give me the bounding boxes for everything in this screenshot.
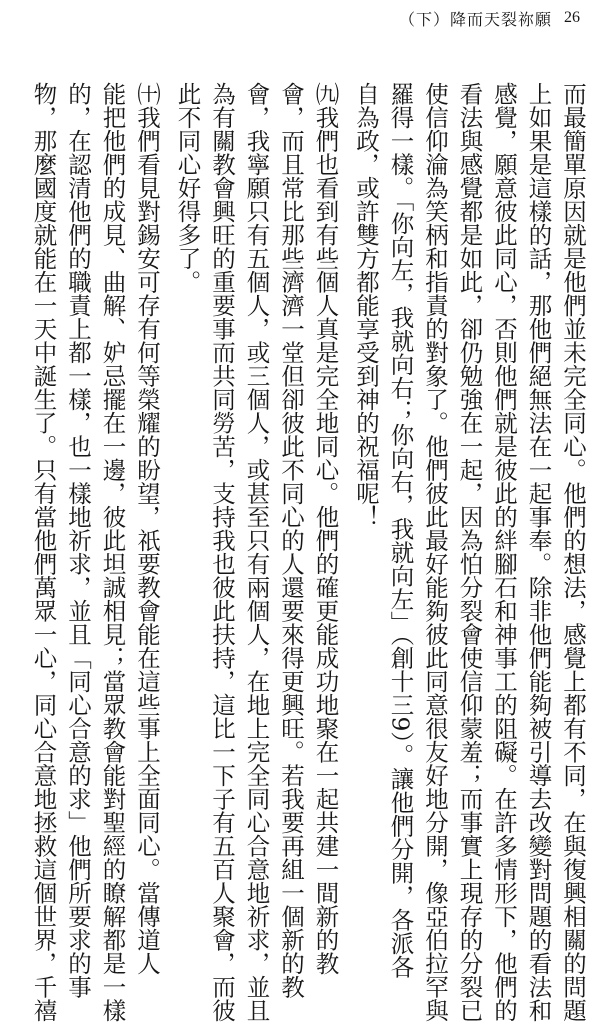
running-head: （下）降而天裂祢願: [398, 9, 552, 29]
text-line: 為有關教會興旺的重要事而共同勞苦，支持我也彼此扶持，這比一下子有五百人聚會，而彼: [208, 82, 236, 1022]
text-line: 而最簡單原因就是他們並未完全同心。他們的想法，感覺上都有不同，在與復興相關的問題: [559, 82, 587, 1022]
text-line: 感覺，願意彼此同心，否則他們就是彼此的絆腳石和神事工的阻礙。在許多情形下，他們的: [490, 82, 518, 1022]
paragraph-continued: [349, 82, 591, 1022]
text-line: 上如果是這樣的話，那他們絕無法在一起事奉。除非他們能夠被引導去改變對問題的看法和: [524, 82, 553, 1022]
text-line: 會，我寧願只有五個人，或三個人，或甚至只有兩個人，在地上完全同心合意地祈求，並且: [242, 82, 271, 1022]
text-line: 此不同心好得多了。: [173, 82, 202, 294]
paragraph-point-10: [26, 82, 164, 1022]
text-line: 的，在認清他們的職責上都一樣，也一樣地祈求，並且「同心合意的求」他們所要求的事: [64, 82, 92, 999]
text-line: 會，而且常比那些濟濟一堂但卻彼此不同心的人還要來得更興旺。若我要再組一個新的教: [277, 82, 305, 999]
text-line: 羅得一樣。「你向左，我就向右；你向右，我就向左」（創十三9）。讓他們分開，各派各: [386, 82, 415, 979]
page-header: [399, 6, 580, 30]
text-line: 使信仰淪為笑柄和指責的對象了。他們彼此最好能夠彼此同意很友好地分開，像亞伯拉罕與: [421, 82, 449, 1022]
paragraph-point-9: [170, 82, 343, 1022]
text-line: ㈨我們也看到有些個人真是完全地同心。他們的確更能成功地聚在一起共建一間新的教: [311, 82, 340, 975]
text-line: 看法與感覺都是如此，卻仍勉強在一起，因為怕分裂會使信仰蒙羞；而事實上現存的分裂已: [455, 82, 484, 1022]
page-number: 26: [564, 9, 580, 26]
paragraph-gap: [343, 82, 349, 932]
text-line: 自為政，或許雙方都能享受到神的祝福呢！: [352, 82, 380, 529]
text-line: 能把他們的成見、曲解、妒忌擺在一邊，彼此坦誠相見；當眾教會能對聖經的瞭解都是一樣: [98, 82, 127, 1022]
text-line: ㈩我們看見對錫安可存有何等榮耀的盼望，祇要教會能在這些事上全面同心。當傳道人: [133, 82, 161, 975]
text-line: 物，那麼國度就能在一天中誕生了。只有當他們萬眾一心，同心合意地拯救這個世界，千禧: [29, 82, 58, 1022]
body-text: [26, 82, 590, 1022]
